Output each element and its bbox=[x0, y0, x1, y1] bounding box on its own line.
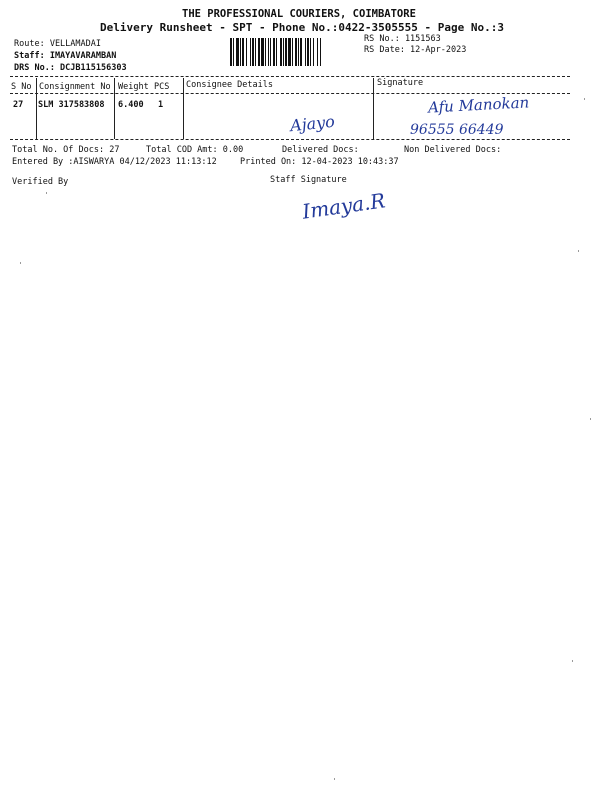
rs-number: RS No.: 1151563 bbox=[364, 34, 441, 44]
scan-speck bbox=[572, 660, 573, 662]
col-divider bbox=[373, 78, 374, 139]
staff-label: Staff: IMAYAVARAMBAN bbox=[14, 51, 117, 61]
cell-consignment: SLM 317583808 bbox=[38, 100, 105, 110]
cell-weight: 6.400 bbox=[118, 100, 144, 110]
route-label: Route: VELLAMADAI bbox=[14, 39, 101, 49]
header-sno: S No bbox=[11, 82, 32, 92]
col-divider bbox=[36, 78, 37, 139]
col-divider bbox=[114, 78, 115, 139]
header-consignee: Consignee Details bbox=[186, 80, 273, 90]
scan-speck bbox=[584, 98, 585, 100]
scan-speck bbox=[578, 250, 579, 252]
header-consignment: Consignment No bbox=[39, 82, 111, 92]
signature-handwriting-name: Afu Manokan bbox=[427, 93, 530, 117]
cell-sno: 27 bbox=[13, 100, 24, 110]
verified-by-label: Verified By bbox=[12, 177, 69, 187]
header-weight: Weight bbox=[118, 82, 149, 92]
entered-by: Entered By :AISWARYA 04/12/2023 11:13:12 bbox=[12, 157, 217, 167]
table-top-rule bbox=[10, 76, 570, 77]
consignee-handwriting: Ajayo bbox=[289, 111, 336, 136]
signature-handwriting-phone: 96555 66449 bbox=[410, 122, 504, 138]
company-title: THE PROFESSIONAL COURIERS, COIMBATORE bbox=[182, 8, 416, 20]
staff-signature-label: Staff Signature bbox=[270, 175, 347, 185]
header-pcs: PCS bbox=[154, 82, 170, 92]
scan-speck bbox=[46, 192, 47, 194]
col-divider bbox=[183, 78, 184, 139]
scan-speck bbox=[334, 778, 335, 780]
non-delivered-docs: Non Delivered Docs: bbox=[404, 145, 502, 155]
header-signature: Signature bbox=[377, 78, 424, 88]
table-header-rule bbox=[10, 93, 570, 94]
cell-pcs: 1 bbox=[158, 100, 164, 110]
scan-speck bbox=[20, 262, 21, 264]
staff-signature-handwriting: Imaya.R bbox=[300, 188, 387, 224]
runsheet-title: Delivery Runsheet - SPT - Phone No.:0422-3505555 - Page No.:3 bbox=[100, 21, 504, 34]
total-cod: Total COD Amt: 0.00 bbox=[146, 145, 244, 155]
drs-number: DRS No.: DCJB115156303 bbox=[14, 63, 127, 73]
table-bottom-rule bbox=[10, 139, 570, 140]
barcode bbox=[230, 38, 358, 66]
delivered-docs: Delivered Docs: bbox=[282, 145, 359, 155]
scan-speck bbox=[590, 418, 591, 420]
total-docs: Total No. Of Docs: 27 bbox=[12, 145, 120, 155]
printed-on: Printed On: 12-04-2023 10:43:37 bbox=[240, 157, 399, 167]
rs-date: RS Date: 12-Apr-2023 bbox=[364, 45, 467, 55]
